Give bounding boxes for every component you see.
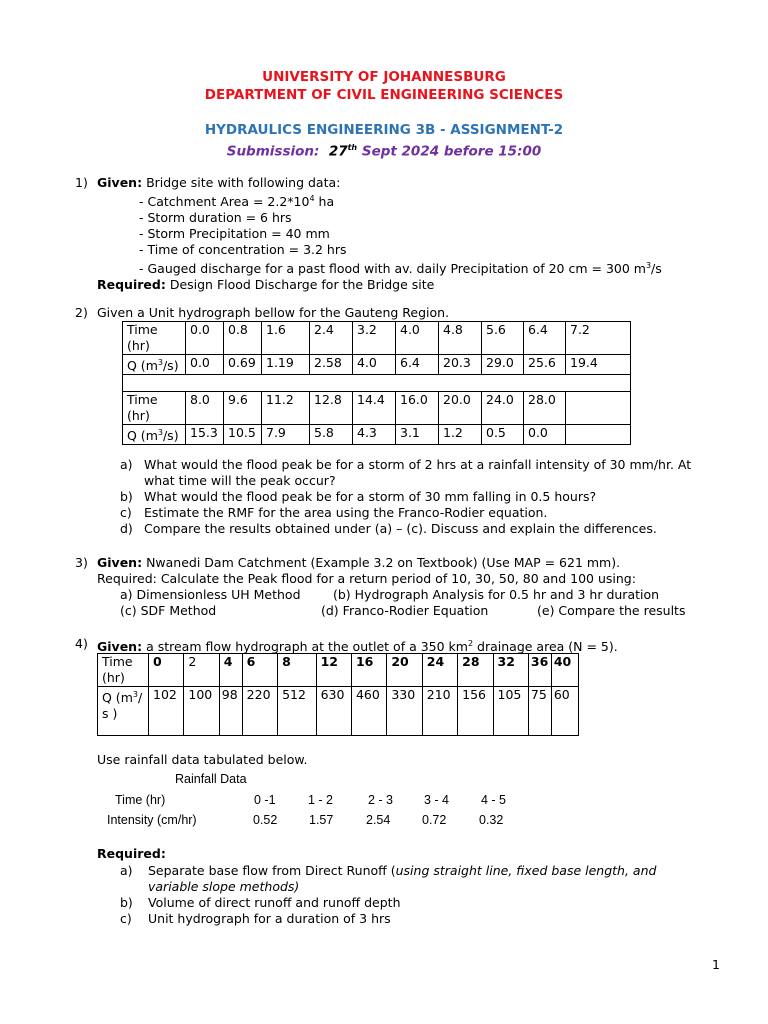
table-cell: 0.0 — [186, 322, 224, 355]
table-cell: 5.6 — [482, 322, 524, 355]
q2-intro: Given a Unit hydrograph bellow for the Gauteng Region. — [97, 305, 450, 320]
q3-part-d: (d) Franco-Rodier Equation — [321, 603, 489, 618]
q1-item: - Gauged discharge for a past flood with av. daily Precipitation of 20 cm = 300 $m^3/s$ — [139, 261, 662, 277]
table-cell: 1.6 — [262, 322, 310, 355]
table-cell: 0.8 — [224, 322, 262, 355]
table-cell: 2.58 — [310, 355, 353, 375]
table-cell: 330 — [387, 687, 422, 736]
q1-required: Required: Design Flood Discharge for the Bridge site — [97, 277, 435, 293]
table-cell: 14.4 — [353, 392, 396, 425]
department-title: DEPARTMENT OF CIVIL ENGINEERING SCIENCES — [204, 87, 564, 103]
table-cell: 6.4 — [524, 322, 566, 355]
q4-given: Given: a stream flow hydrograph at the outlet of a 350 $km^2$ drainage area (N = 5). — [97, 639, 618, 655]
q3-required: Required: Calculate the Peak flood for a return period of 10, 30, 50, 80 and 100 using: — [97, 571, 636, 586]
table-cell: 630 — [316, 687, 351, 736]
document-page: UNIVERSITY OF JOHANNESBURG DEPARTMENT OF CIVIL ENGINEERING SCIENCES HYDRAULICS ENGINEERING 3B - ASSIGNMENT-2 Submission: 27th Sept 2024 before 15:00 1) Given: Bridge site with following data: - Catchment Area = $2.2*10^4$ ha - Storm duration = 6 hrs - Storm Precipitation = 40 mm - Time of concentration = 3.2 hrs - Gauged discharge for a past flood with av. daily Precipitation of 20 cm = 300 $m^3/s$ Required: Design Flood Discharge for the Bridge site 2) Given a Unit hydrograph bellow for the Gauteng Region. Time (hr) 0.0 0.8 1.6 2.4 3.2 4.0 4.8 5.6 6.4 7.2 Q $(m^3/s)$ 0.0 0.69 1.19 2.58 4.0 6.4 20.3 29.0 25.6 19.4 Time (hr) 8.0 9.6 11.2 12.8 14.4 16.0 20.0 24.0 28.0 Q $(m^3/s)$ 15.3 10.5 7.9 5.8 4.3 3.1 1.2 0.5 0.0 a) What would the flood peak be for a storm of 2 hrs at a rainfall intensity of 30 mm/hr. At what time will the peak occur? b) What would the flood peak be for a storm of 30 mm falling in 0.5 hours? c) Estimate the RMF for the area using the Franco-Rodier equation. d) Compare the results obtained under (a) – (c). Discuss and explain the differences. 3) Given: Nwanedi Dam Catchment (Example 3.2 on Textbook) (Use MAP = 621 mm). Required: Calculate the Peak flood for a return period of 10, 30, 50, 80 and 100 using: a) Dimensionless UH Method (b) Hydrograph Analysis for 0.5 hr and 3 hr duration (c) SDF Method (d) Franco-Rodier Equation (e) Compare the results 4) Given: a stream flow hydrograph at the outlet of a 350 $km^2$ drainage area (N = 5). Time (hr) 0 2 4 6 8 12 16 20 24 28 32 36 40 Q ($m^3/s$ ) 102 100 98 220 512 630 460 330 210 156 105 75 60 Use rainfall data tabulated below. Rainfall Data Time (hr) 0 -1 1 - 2 2 - 3 3 - 4 4 - 5 Intensity (cm/hr) 0.52 1.57 2.54 0.72 0.32 Required: a) Separate base flow from Direct Runoff (using straight line, fixed base length, and variable slope methods) b) Volume of direct runoff and runoff depth c) Unit hydrograph for a duration of 3 hrs 1 — [0, 0, 768, 1024]
stream-flow-table — [97, 653, 579, 736]
q4-number: 4) — [75, 636, 88, 651]
course-title: HYDRAULICS ENGINEERING 3B - ASSIGNMENT-2 — [204, 122, 564, 138]
q2-number: 2) — [75, 305, 88, 320]
table-cell: 15.3 — [186, 425, 224, 445]
table-cell: Time (hr) — [98, 654, 149, 687]
table-cell: 11.2 — [262, 392, 310, 425]
table-cell: 28 — [458, 654, 493, 687]
q3-number: 3) — [75, 555, 88, 570]
table-cell: 24 — [422, 654, 457, 687]
rain-time: 2 - 3 — [368, 793, 394, 807]
q1-item: - Time of concentration = 3.2 hrs — [139, 242, 347, 258]
table-cell: 32 — [493, 654, 528, 687]
rain-intensity-label: Intensity (cm/hr) — [107, 813, 197, 827]
table-cell: 100 — [184, 687, 219, 736]
rain-intensity: 0.32 — [479, 813, 504, 827]
table-cell: 4.3 — [353, 425, 396, 445]
table-cell: Q $(m^3/s)$ — [123, 355, 186, 375]
table-cell: 460 — [351, 687, 386, 736]
table-cell: 102 — [149, 687, 184, 736]
table-cell — [566, 392, 631, 425]
table-row — [98, 654, 579, 687]
q3-part-b: (b) Hydrograph Analysis for 0.5 hr and 3 hr duration — [333, 587, 660, 602]
q3-part-c: (c) SDF Method — [120, 603, 217, 618]
rain-intensity: 0.72 — [422, 813, 447, 827]
page-number: 1 — [712, 957, 720, 972]
table-cell: 75 — [528, 687, 551, 736]
table-cell: 0.69 — [224, 355, 262, 375]
table-cell: 105 — [493, 687, 528, 736]
table-cell: 29.0 — [482, 355, 524, 375]
q1-item: - Storm duration = 6 hrs — [139, 210, 292, 226]
table-cell: 0.0 — [524, 425, 566, 445]
table-cell: Time (hr) — [123, 392, 186, 425]
table-cell: Q ($m^3/s$ ) — [98, 687, 149, 736]
submission-line: Submission: 27th Sept 2024 before 15:00 — [226, 143, 542, 160]
table-cell: 0.0 — [186, 355, 224, 375]
table-cell: 16 — [351, 654, 386, 687]
table-cell: 28.0 — [524, 392, 566, 425]
table-row — [123, 355, 631, 375]
table-cell: 8.0 — [186, 392, 224, 425]
unit-hydrograph-table — [122, 321, 631, 445]
table-cell: 156 — [458, 687, 493, 736]
table-cell: 4.0 — [396, 322, 439, 355]
q3-part-e: (e) Compare the results — [537, 603, 686, 618]
rain-time-label: Time (hr) — [115, 793, 166, 807]
table-cell: 4.8 — [439, 322, 482, 355]
table-cell: 1.2 — [439, 425, 482, 445]
table-cell: 3.2 — [353, 322, 396, 355]
q1-item: - Storm Precipitation = 40 mm — [139, 226, 330, 242]
q1-number: 1) — [75, 175, 88, 190]
table-cell: 4.0 — [353, 355, 396, 375]
table-cell: 19.4 — [566, 355, 631, 375]
rain-intro: Use rainfall data tabulated below. — [97, 752, 308, 767]
table-cell: 2 — [184, 654, 219, 687]
rain-intensity: 2.54 — [366, 813, 391, 827]
question-1 — [97, 175, 728, 293]
table-cell: Time (hr) — [123, 322, 186, 355]
table-cell: 220 — [242, 687, 277, 736]
table-cell: Q $(m^3/s)$ — [123, 425, 186, 445]
table-cell: 0.5 — [482, 425, 524, 445]
rain-time: 4 - 5 — [481, 793, 507, 807]
rain-title: Rainfall Data — [175, 772, 247, 786]
rain-intensity: 1.57 — [309, 813, 334, 827]
q1-item: - Catchment Area = $2.2*10^4$ ha — [139, 194, 335, 210]
table-row — [123, 392, 631, 425]
rain-time: 1 - 2 — [308, 793, 334, 807]
table-cell: 40 — [551, 654, 578, 687]
q3-given: Given: Nwanedi Dam Catchment (Example 3.2 on Textbook) (Use MAP = 621 mm). — [97, 555, 621, 570]
table-cell: 512 — [278, 687, 317, 736]
q3-part-a: a) Dimensionless UH Method — [120, 587, 301, 602]
table-cell: 20 — [387, 654, 422, 687]
table-cell: 16.0 — [396, 392, 439, 425]
table-cell — [566, 425, 631, 445]
table-cell: 25.6 — [524, 355, 566, 375]
table-spacer — [123, 375, 631, 392]
table-cell: 3.1 — [396, 425, 439, 445]
table-row — [123, 425, 631, 445]
table-cell: 98 — [219, 687, 242, 736]
table-cell: 1.19 — [262, 355, 310, 375]
table-cell: 36 — [528, 654, 551, 687]
table-cell: 5.8 — [310, 425, 353, 445]
table-row — [98, 687, 579, 736]
table-cell: 7.2 — [566, 322, 631, 355]
table-cell: 8 — [278, 654, 317, 687]
table-cell: 210 — [422, 687, 457, 736]
table-cell: 0 — [149, 654, 184, 687]
table-cell: 20.3 — [439, 355, 482, 375]
q1-given: Given: Bridge site with following data: — [97, 175, 341, 190]
table-cell: 12 — [316, 654, 351, 687]
table-cell: 2.4 — [310, 322, 353, 355]
rain-intensity: 0.52 — [253, 813, 278, 827]
q4-required: Required: — [97, 846, 166, 861]
rain-time: 0 -1 — [254, 793, 276, 807]
table-cell: 20.0 — [439, 392, 482, 425]
table-row — [123, 375, 631, 392]
table-cell: 7.9 — [262, 425, 310, 445]
table-cell: 12.8 — [310, 392, 353, 425]
table-cell: 4 — [219, 654, 242, 687]
table-cell: 60 — [551, 687, 578, 736]
table-cell: 9.6 — [224, 392, 262, 425]
university-title: UNIVERSITY OF JOHANNESBURG — [262, 69, 506, 85]
table-cell: 10.5 — [224, 425, 262, 445]
table-cell: 6 — [242, 654, 277, 687]
table-cell: 24.0 — [482, 392, 524, 425]
table-row — [123, 322, 631, 355]
table-cell: 6.4 — [396, 355, 439, 375]
rain-time: 3 - 4 — [424, 793, 450, 807]
